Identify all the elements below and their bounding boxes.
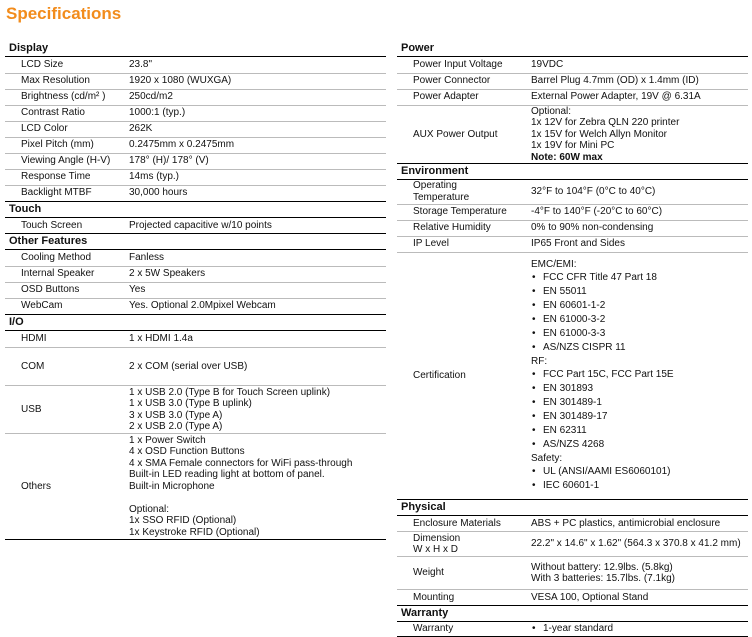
spec-row bbox=[5, 57, 386, 73]
spec-row bbox=[5, 218, 386, 234]
spec-label bbox=[397, 532, 528, 557]
section-heading-i-o: I/O bbox=[5, 315, 386, 331]
left-spec-column bbox=[5, 41, 386, 540]
spec-row bbox=[397, 532, 748, 557]
spec-table-power bbox=[397, 57, 748, 164]
cert-item: • UL (ANSI/AAMI ES6060101) bbox=[531, 465, 745, 479]
spec-row bbox=[5, 298, 386, 314]
spec-row bbox=[397, 57, 748, 73]
spec-value-line: 14ms (typ.) bbox=[129, 171, 180, 183]
spec-value bbox=[126, 282, 386, 298]
spec-value bbox=[528, 220, 748, 236]
spec-row bbox=[397, 89, 748, 105]
spec-label bbox=[397, 180, 528, 204]
spec-value-note: Note: 60W max bbox=[531, 151, 603, 163]
spec-value-line: 3 x USB 3.0 (Type A) bbox=[129, 409, 223, 421]
spec-value-line: 30,000 hours bbox=[129, 187, 188, 199]
spec-value-line: 1000:1 (typ.) bbox=[129, 107, 186, 119]
spec-value bbox=[126, 73, 386, 89]
spec-value-line: 178° (H)/ 178° (V) bbox=[129, 155, 209, 167]
spec-value bbox=[126, 121, 386, 137]
spec-value-line: Optional: bbox=[531, 105, 572, 117]
spec-table-display bbox=[5, 57, 386, 202]
spec-label: OSD Buttons bbox=[5, 282, 126, 298]
spec-label: Warranty bbox=[397, 622, 528, 637]
spec-label-line: Dimension bbox=[413, 532, 461, 544]
spec-label: Mounting bbox=[397, 590, 528, 606]
spec-row bbox=[397, 557, 748, 590]
spec-label: COM bbox=[5, 348, 126, 386]
spec-row bbox=[5, 89, 386, 105]
spec-row bbox=[5, 137, 386, 153]
spec-value-line: 4 x SMA Female connectors for WiFi pass-through bbox=[129, 457, 353, 469]
section-heading-power: Power bbox=[397, 41, 748, 57]
cert-item: • AS/NZS 4268 bbox=[531, 438, 745, 452]
section-heading-other-features: Other Features bbox=[5, 234, 386, 250]
spec-row bbox=[397, 220, 748, 236]
spec-table-touch bbox=[5, 218, 386, 235]
cert-item: • EN 62311 bbox=[531, 424, 745, 438]
warranty-item: • 1-year standard bbox=[531, 622, 745, 636]
spec-row bbox=[5, 434, 386, 540]
spec-label: IP Level bbox=[397, 236, 528, 252]
spec-label: Weight bbox=[397, 557, 528, 590]
spec-value-line bbox=[129, 492, 383, 504]
spec-value bbox=[126, 185, 386, 201]
spec-label: Brightness (cd/m² ) bbox=[5, 89, 126, 105]
spec-value bbox=[528, 89, 748, 105]
spec-row bbox=[397, 622, 748, 637]
cert-group-heading: EMC/EMI: bbox=[531, 259, 577, 270]
spec-label: Viewing Angle (H-V) bbox=[5, 153, 126, 169]
spec-value-line: 2 x 5W Speakers bbox=[129, 268, 206, 280]
spec-table-other-features bbox=[5, 250, 386, 315]
spec-value-line: 4 x OSD Function Buttons bbox=[129, 446, 245, 458]
spec-value-line: 2 x COM (serial over USB) bbox=[129, 360, 248, 372]
spec-value-line: 1x 12V for Zebra QLN 220 printer bbox=[531, 117, 680, 128]
cert-item: • EN 60601-1-2 bbox=[531, 299, 745, 313]
cert-item: • EN 301893 bbox=[531, 382, 745, 396]
section-heading-warranty: Warranty bbox=[397, 606, 748, 622]
spec-value-line: With 3 batteries: 15.7lbs. (7.1kg) bbox=[531, 573, 675, 584]
spec-value-line: External Power Adapter, 19V @ 6.31A bbox=[531, 91, 701, 103]
spec-value bbox=[528, 532, 748, 557]
spec-value bbox=[528, 252, 748, 499]
spec-value-line: IP65 Front and Sides bbox=[531, 238, 625, 250]
spec-value bbox=[126, 153, 386, 169]
spec-row bbox=[5, 153, 386, 169]
spec-row bbox=[5, 282, 386, 298]
spec-label: Max Resolution bbox=[5, 73, 126, 89]
spec-value-line: VESA 100, Optional Stand bbox=[531, 591, 649, 603]
spec-label: Certification bbox=[397, 252, 528, 499]
spec-label: Cooling Method bbox=[5, 250, 126, 266]
spec-value bbox=[528, 557, 748, 590]
spec-row bbox=[397, 236, 748, 252]
cert-item: • EN 55011 bbox=[531, 285, 745, 299]
spec-value bbox=[528, 57, 748, 73]
spec-value-line: Barrel Plug 4.7mm (OD) x 1.4mm (ID) bbox=[531, 75, 699, 87]
spec-row bbox=[397, 73, 748, 89]
spec-label: Response Time bbox=[5, 169, 126, 185]
spec-value-line: 0% to 90% non-condensing bbox=[531, 222, 654, 234]
spec-value bbox=[126, 137, 386, 153]
cert-item: • FCC CFR Title 47 Part 18 bbox=[531, 271, 745, 285]
spec-value bbox=[126, 298, 386, 314]
spec-label: AUX Power Output bbox=[397, 105, 528, 164]
spec-value-line: 1 x HDMI 1.4a bbox=[129, 333, 193, 344]
cert-item: • EN 301489-17 bbox=[531, 410, 745, 424]
cert-group-heading: Safety: bbox=[531, 453, 563, 464]
spec-value-line: 262K bbox=[129, 123, 153, 135]
spec-value-line: 19VDC bbox=[531, 59, 564, 70]
spec-value-line: ABS + PC plastics, antimicrobial enclosure bbox=[531, 517, 721, 529]
spec-value bbox=[126, 331, 386, 348]
spec-row bbox=[397, 204, 748, 220]
spec-value bbox=[126, 386, 386, 434]
spec-label: Pixel Pitch (mm) bbox=[5, 137, 126, 153]
spec-value-line: 1 x Power Switch bbox=[129, 434, 206, 446]
cert-list bbox=[531, 271, 745, 355]
spec-value bbox=[126, 169, 386, 185]
spec-value-line: Without battery: 12.9lbs. (5.8kg) bbox=[531, 561, 673, 573]
spec-row bbox=[5, 331, 386, 348]
spec-label-line: Temperature bbox=[413, 191, 470, 203]
cert-item: • EN 61000-3-3 bbox=[531, 327, 745, 341]
spec-row bbox=[5, 185, 386, 201]
spec-value-line: 1x 15V for Welch Allyn Monitor bbox=[531, 128, 667, 140]
spec-value bbox=[126, 266, 386, 282]
spec-label: Power Adapter bbox=[397, 89, 528, 105]
spec-value bbox=[126, 57, 386, 73]
spec-row bbox=[397, 252, 748, 499]
spec-value bbox=[528, 204, 748, 220]
spec-value-line: 1x SSO RFID (Optional) bbox=[129, 515, 237, 527]
spec-value-line: 0.2475mm x 0.2475mm bbox=[129, 139, 235, 151]
spec-value-line: 1 x USB 2.0 (Type B for Touch Screen uplink) bbox=[129, 386, 331, 398]
spec-value-line: Fanless bbox=[129, 252, 165, 263]
cert-item: • AS/NZS CISPR 11 bbox=[531, 341, 745, 355]
spec-label: Enclosure Materials bbox=[397, 516, 528, 532]
spec-value bbox=[528, 73, 748, 89]
spec-row bbox=[5, 73, 386, 89]
right-spec-column bbox=[397, 41, 748, 637]
spec-value-line: 22.2" x 14.6" x 1.62" (564.3 x 370.8 x 41.2 mm) bbox=[531, 538, 741, 550]
spec-value-line: 1x Keystroke RFID (Optional) bbox=[129, 526, 260, 538]
cert-item: • IEC 60601-1 bbox=[531, 479, 745, 493]
spec-table-physical bbox=[397, 516, 748, 607]
spec-label: USB bbox=[5, 386, 126, 434]
spec-row bbox=[5, 266, 386, 282]
spec-label: HDMI bbox=[5, 331, 126, 348]
spec-row bbox=[397, 590, 748, 606]
spec-value-line: 1x 19V for Mini PC bbox=[531, 140, 615, 151]
spec-label: Power Input Voltage bbox=[397, 57, 528, 73]
spec-value-line: 250cd/m2 bbox=[129, 91, 173, 103]
spec-value-line: Built-in LED reading light at bottom of panel. bbox=[129, 469, 325, 481]
spec-value-line: Projected capacitive w/10 points bbox=[129, 219, 272, 231]
spec-label: WebCam bbox=[5, 298, 126, 314]
spec-table-environment bbox=[397, 180, 748, 500]
spec-label: LCD Size bbox=[5, 57, 126, 73]
cert-list bbox=[531, 368, 745, 452]
spec-label: LCD Color bbox=[5, 121, 126, 137]
spec-value-line: 2 x USB 2.0 (Type A) bbox=[129, 421, 223, 432]
spec-label: Others bbox=[5, 434, 126, 540]
section-heading-touch: Touch bbox=[5, 202, 386, 218]
section-heading-display: Display bbox=[5, 41, 386, 57]
spec-label: Storage Temperature bbox=[397, 204, 528, 220]
cert-item: • EN 301489-1 bbox=[531, 396, 745, 410]
spec-value-line: 32°F to 104°F (0°C to 40°C) bbox=[531, 186, 656, 197]
section-heading-environment: Environment bbox=[397, 164, 748, 180]
spec-value bbox=[126, 348, 386, 386]
cert-item: • FCC Part 15C, FCC Part 15E bbox=[531, 368, 745, 382]
spec-value bbox=[528, 236, 748, 252]
spec-value bbox=[528, 516, 748, 532]
cert-group-heading: RF: bbox=[531, 356, 548, 367]
spec-row bbox=[5, 348, 386, 386]
warranty-list bbox=[531, 622, 745, 636]
spec-value-line: -4°F to 140°F (-20°C to 60°C) bbox=[531, 206, 663, 218]
spec-value bbox=[528, 622, 748, 637]
spec-value-line: Built-in Microphone bbox=[129, 480, 215, 492]
spec-label: Touch Screen bbox=[5, 218, 126, 234]
spec-label: Contrast Ratio bbox=[5, 105, 126, 121]
cert-item: • EN 61000-3-2 bbox=[531, 313, 745, 327]
spec-value-line: 1920 x 1080 (WUXGA) bbox=[129, 75, 232, 87]
spec-row bbox=[5, 105, 386, 121]
spec-value bbox=[528, 105, 748, 164]
spec-label: Backlight MTBF bbox=[5, 185, 126, 201]
spec-value-line: Yes bbox=[129, 284, 146, 296]
spec-value bbox=[126, 250, 386, 266]
spec-value bbox=[126, 434, 386, 540]
spec-value bbox=[528, 180, 748, 204]
spec-row bbox=[397, 516, 748, 532]
spec-row bbox=[397, 180, 748, 204]
spec-value-line: Optional: bbox=[129, 503, 170, 515]
spec-row bbox=[5, 250, 386, 266]
spec-table-i-o bbox=[5, 331, 386, 541]
cert-list bbox=[531, 465, 745, 493]
page-title: Specifications bbox=[6, 4, 122, 23]
spec-row bbox=[5, 169, 386, 185]
spec-value-line: 23.8" bbox=[129, 59, 153, 70]
spec-row bbox=[397, 105, 748, 164]
spec-value bbox=[126, 105, 386, 121]
spec-row bbox=[5, 386, 386, 434]
spec-row bbox=[5, 121, 386, 137]
spec-label-line: Operating bbox=[413, 180, 457, 192]
spec-label: Power Connector bbox=[397, 73, 528, 89]
spec-value bbox=[528, 590, 748, 606]
spec-value bbox=[126, 89, 386, 105]
spec-label-line: W x H x D bbox=[413, 544, 458, 555]
section-heading-physical: Physical bbox=[397, 500, 748, 516]
spec-label: Relative Humidity bbox=[397, 220, 528, 236]
spec-value bbox=[126, 218, 386, 234]
spec-label: Internal Speaker bbox=[5, 266, 126, 282]
spec-value-line: 1 x USB 3.0 (Type B uplink) bbox=[129, 398, 252, 409]
spec-value-line: Yes. Optional 2.0Mpixel Webcam bbox=[129, 300, 276, 312]
